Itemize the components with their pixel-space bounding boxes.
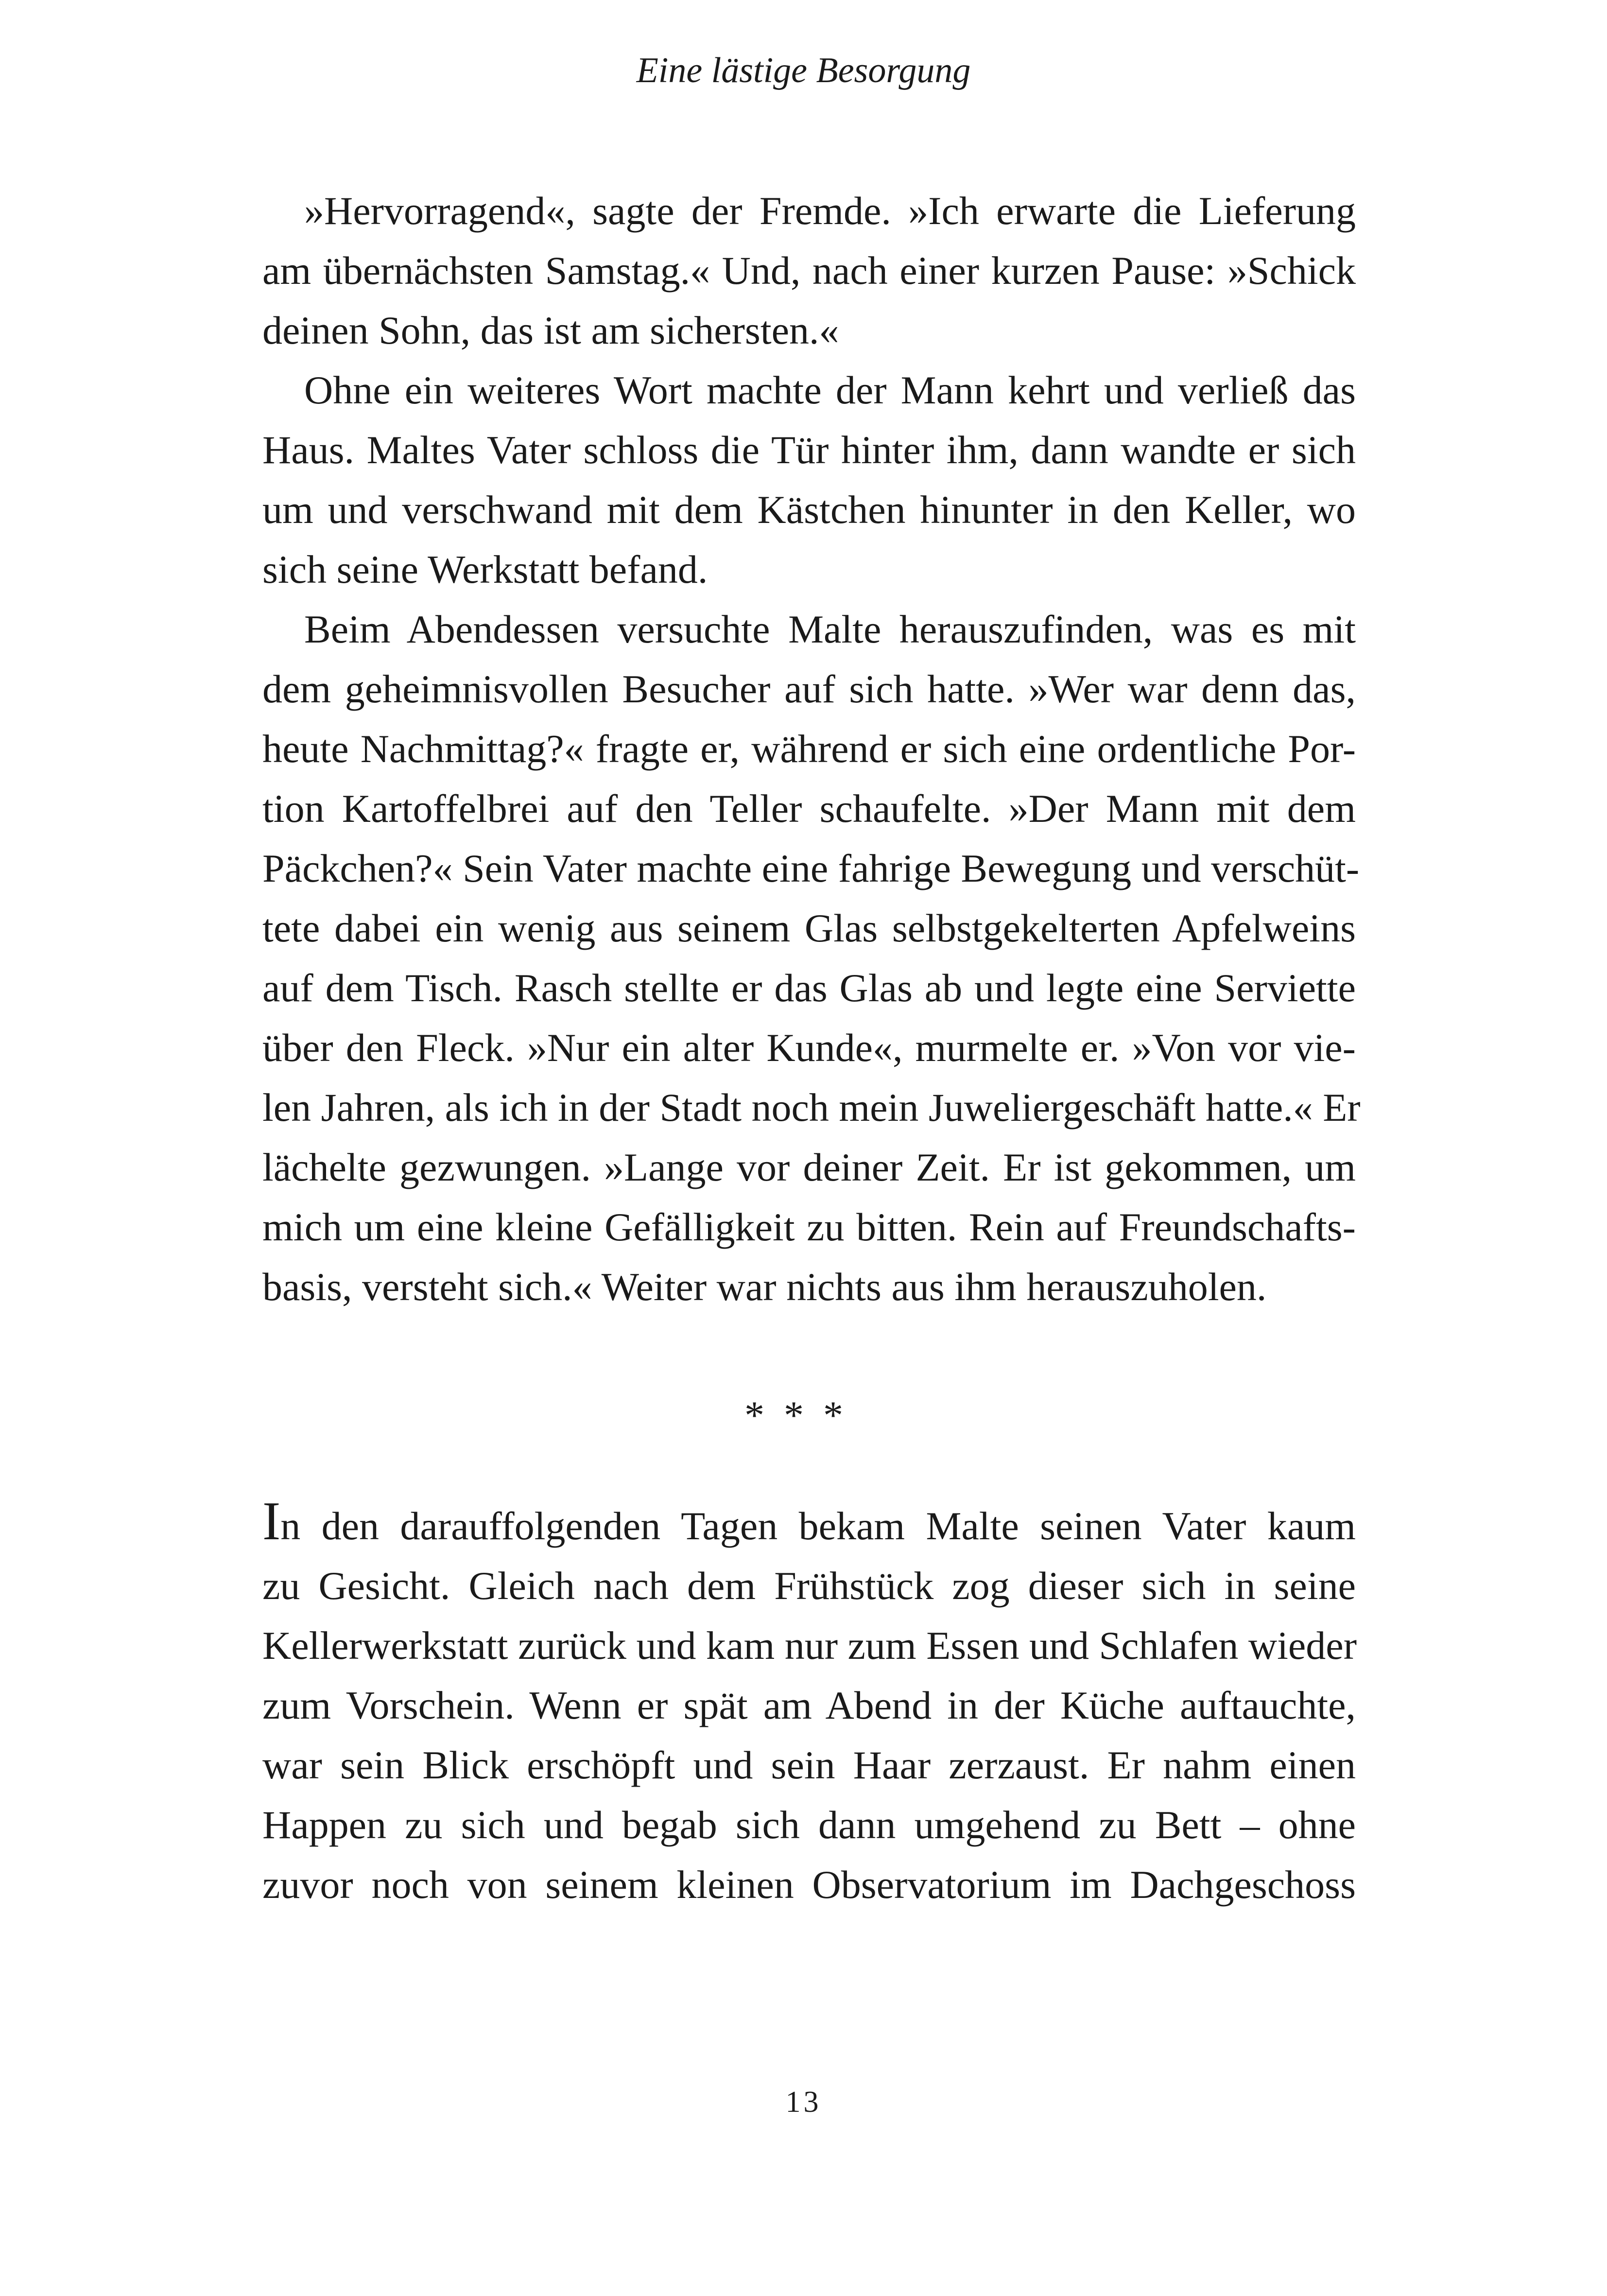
text-line: Ohne ein weiteres Wort machte der Mann kehrt und verließ das xyxy=(304,368,1356,412)
section-separator: *** xyxy=(744,1393,863,1437)
section-2-text xyxy=(262,1491,1357,1914)
text-line: Päckchen?« Sein Vater machte eine fahrige Bewegung und verschüt- xyxy=(262,846,1360,890)
text-line: len Jahren, als ich in der Stadt noch mein Juweliergeschäft hatte.« Er xyxy=(262,1085,1361,1130)
text-line: zum Vorschein. Wenn er spät am Abend in der Küche auftauchte, xyxy=(262,1683,1356,1727)
text-line: dem geheimnisvollen Besucher auf sich hatte. »Wer war denn das, xyxy=(262,667,1356,711)
text-line: tion Kartoffelbrei auf den Teller schaufelte. »Der Mann mit dem xyxy=(262,786,1356,831)
text-line: deinen Sohn, das ist am sichersten.« xyxy=(262,308,839,352)
text-line: basis, versteht sich.« Weiter war nichts aus ihm herauszuholen. xyxy=(262,1265,1267,1309)
running-head: Eine lästige Besorgung xyxy=(636,51,971,90)
initial-letter: I xyxy=(262,1491,281,1551)
text-line: um und verschwand mit dem Kästchen hinunter in den Keller, wo xyxy=(262,487,1356,532)
text-line: sich seine Werkstatt befand. xyxy=(262,547,708,591)
text-line: mich um eine kleine Gefälligkeit zu bitten. Rein auf Freundschafts- xyxy=(262,1205,1356,1249)
line-text: n den darauffolgenden Tagen bekam Malte seinen Vater kaum xyxy=(280,1504,1356,1548)
text-line: Haus. Maltes Vater schloss die Tür hinter ihm, dann wandte er sich xyxy=(262,428,1356,472)
text-line: lächelte gezwungen. »Lange vor deiner Zeit. Er ist gekommen, um xyxy=(262,1145,1356,1189)
text-line: Kellerwerkstatt zurück und kam nur zum Essen und Schlafen wieder xyxy=(262,1623,1357,1668)
text-line: Beim Abendessen versuchte Malte herauszufinden, was es mit xyxy=(304,607,1356,651)
text-line: Happen zu sich und begab sich dann umgehend zu Bett – ohne xyxy=(262,1803,1356,1847)
text-line: zuvor noch von seinem kleinen Observatorium im Dachgeschoss xyxy=(262,1862,1356,1907)
text-line: »Hervorragend«, sagte der Fremde. »Ich erwarte die Lieferung xyxy=(304,189,1356,233)
text-line: tete dabei ein wenig aus seinem Glas selbstgekelterten Apfelweins xyxy=(262,906,1356,950)
text-line xyxy=(262,1491,1356,1556)
text-line: auf dem Tisch. Rasch stellte er das Glas ab und legte eine Serviette xyxy=(262,966,1356,1010)
text-line: war sein Blick erschöpft und sein Haar zerzaust. Er nahm einen xyxy=(262,1743,1356,1787)
text-line: zu Gesicht. Gleich nach dem Frühstück zog dieser sich in seine xyxy=(262,1564,1356,1608)
page-number: 13 xyxy=(785,2086,822,2119)
section-1-text xyxy=(262,181,1361,1317)
text-line: über den Fleck. »Nur ein alter Kunde«, murmelte er. »Von vor vie- xyxy=(262,1026,1356,1070)
text-line: heute Nachmittag?« fragte er, während er sich eine ordentliche Por- xyxy=(262,727,1356,771)
text-line: am übernächsten Samstag.« Und, nach einer kurzen Pause: »Schick xyxy=(262,248,1356,293)
